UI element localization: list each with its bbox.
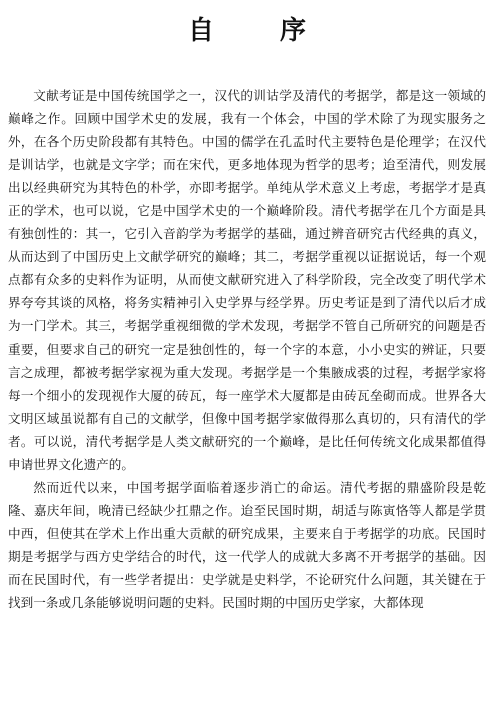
paragraph-2: 然而近代以来，中国考据学面临着逐步消亡的命运。清代考据的鼎盛阶段是乾隆、嘉庆年间，晚清已经缺少扛鼎之作。迨至民国时期，胡适与陈寅恪等人都是学贯中西，但使其在学术上作出重大贡献的研究成果，主要来自于考据学的功底。民国时期是考据学与西方史学结合的时代，这一代学人的成就大多离不开考据学的基础。因而在民国时代，有一些学者提出：史学就是史料学，不论研究什么问题，其关键在于找到一条或几条能够说明问题的史料。民国时期的中国历史学家，大都体现 [8,479,486,611]
preface-body [8,84,486,614]
paragraph-1: 文献考证是中国传统国学之一，汉代的训诂学及清代的考据学，都是这一领域的巅峰之作。回顾中国学术史的发展，我有一个体会，中国的学术除了为现实服务之外，在各个历史阶段都有其特色。中国的儒学在孔孟时代主要特色是伦理学；在汉代是训诂学，也就是文字学；而在宋代，更多地体现为哲学的思考；迨至清代，则发展出以经典研究为其特色的朴学，亦即考据学。单纯从学术意义上考虑，考据学才是真正的学术，也可以说，它是中国学术史的一个巅峰阶段。清代考据学在几个方面是具有独创性的：其一，它引入音韵学为考据学的基础，通过辨音研究古代经典的真义，从而达到了中国历史上文献学研究的巅峰；其二，考据学重视以证据说话，每一个观点都有众多的史料作为证明，从而使文献研究进入了科学阶段，完全改变了明代学术界夸夸其谈的风格，将务实精神引入史学界与经学界。历史考证是到了清代以后才成为一门学术。其三，考据学重视细微的学术发现，考据学不管自己所研究的问题是否重要，但要求自己的研究一定是独创性的，每一个字的本意，小小史实的辨证，只要言之成理，都被考据学家视为重大发现。考据学是一个集腋成裘的过程，考据学家将每一个细小的发现视作大厦的砖瓦，每一座学术大厦都是由砖瓦垒砌而成。世界各大文明区域虽说都有自己的文献学，但像中国考据学家做得那么真切的，只有清代的学者。可以说，清代考据学是人类文献研究的一个巅峰，是比任何传统文化成果都值得申请世界文化遗产的。 [8,88,486,472]
page-title: 自 序 [187,16,326,46]
